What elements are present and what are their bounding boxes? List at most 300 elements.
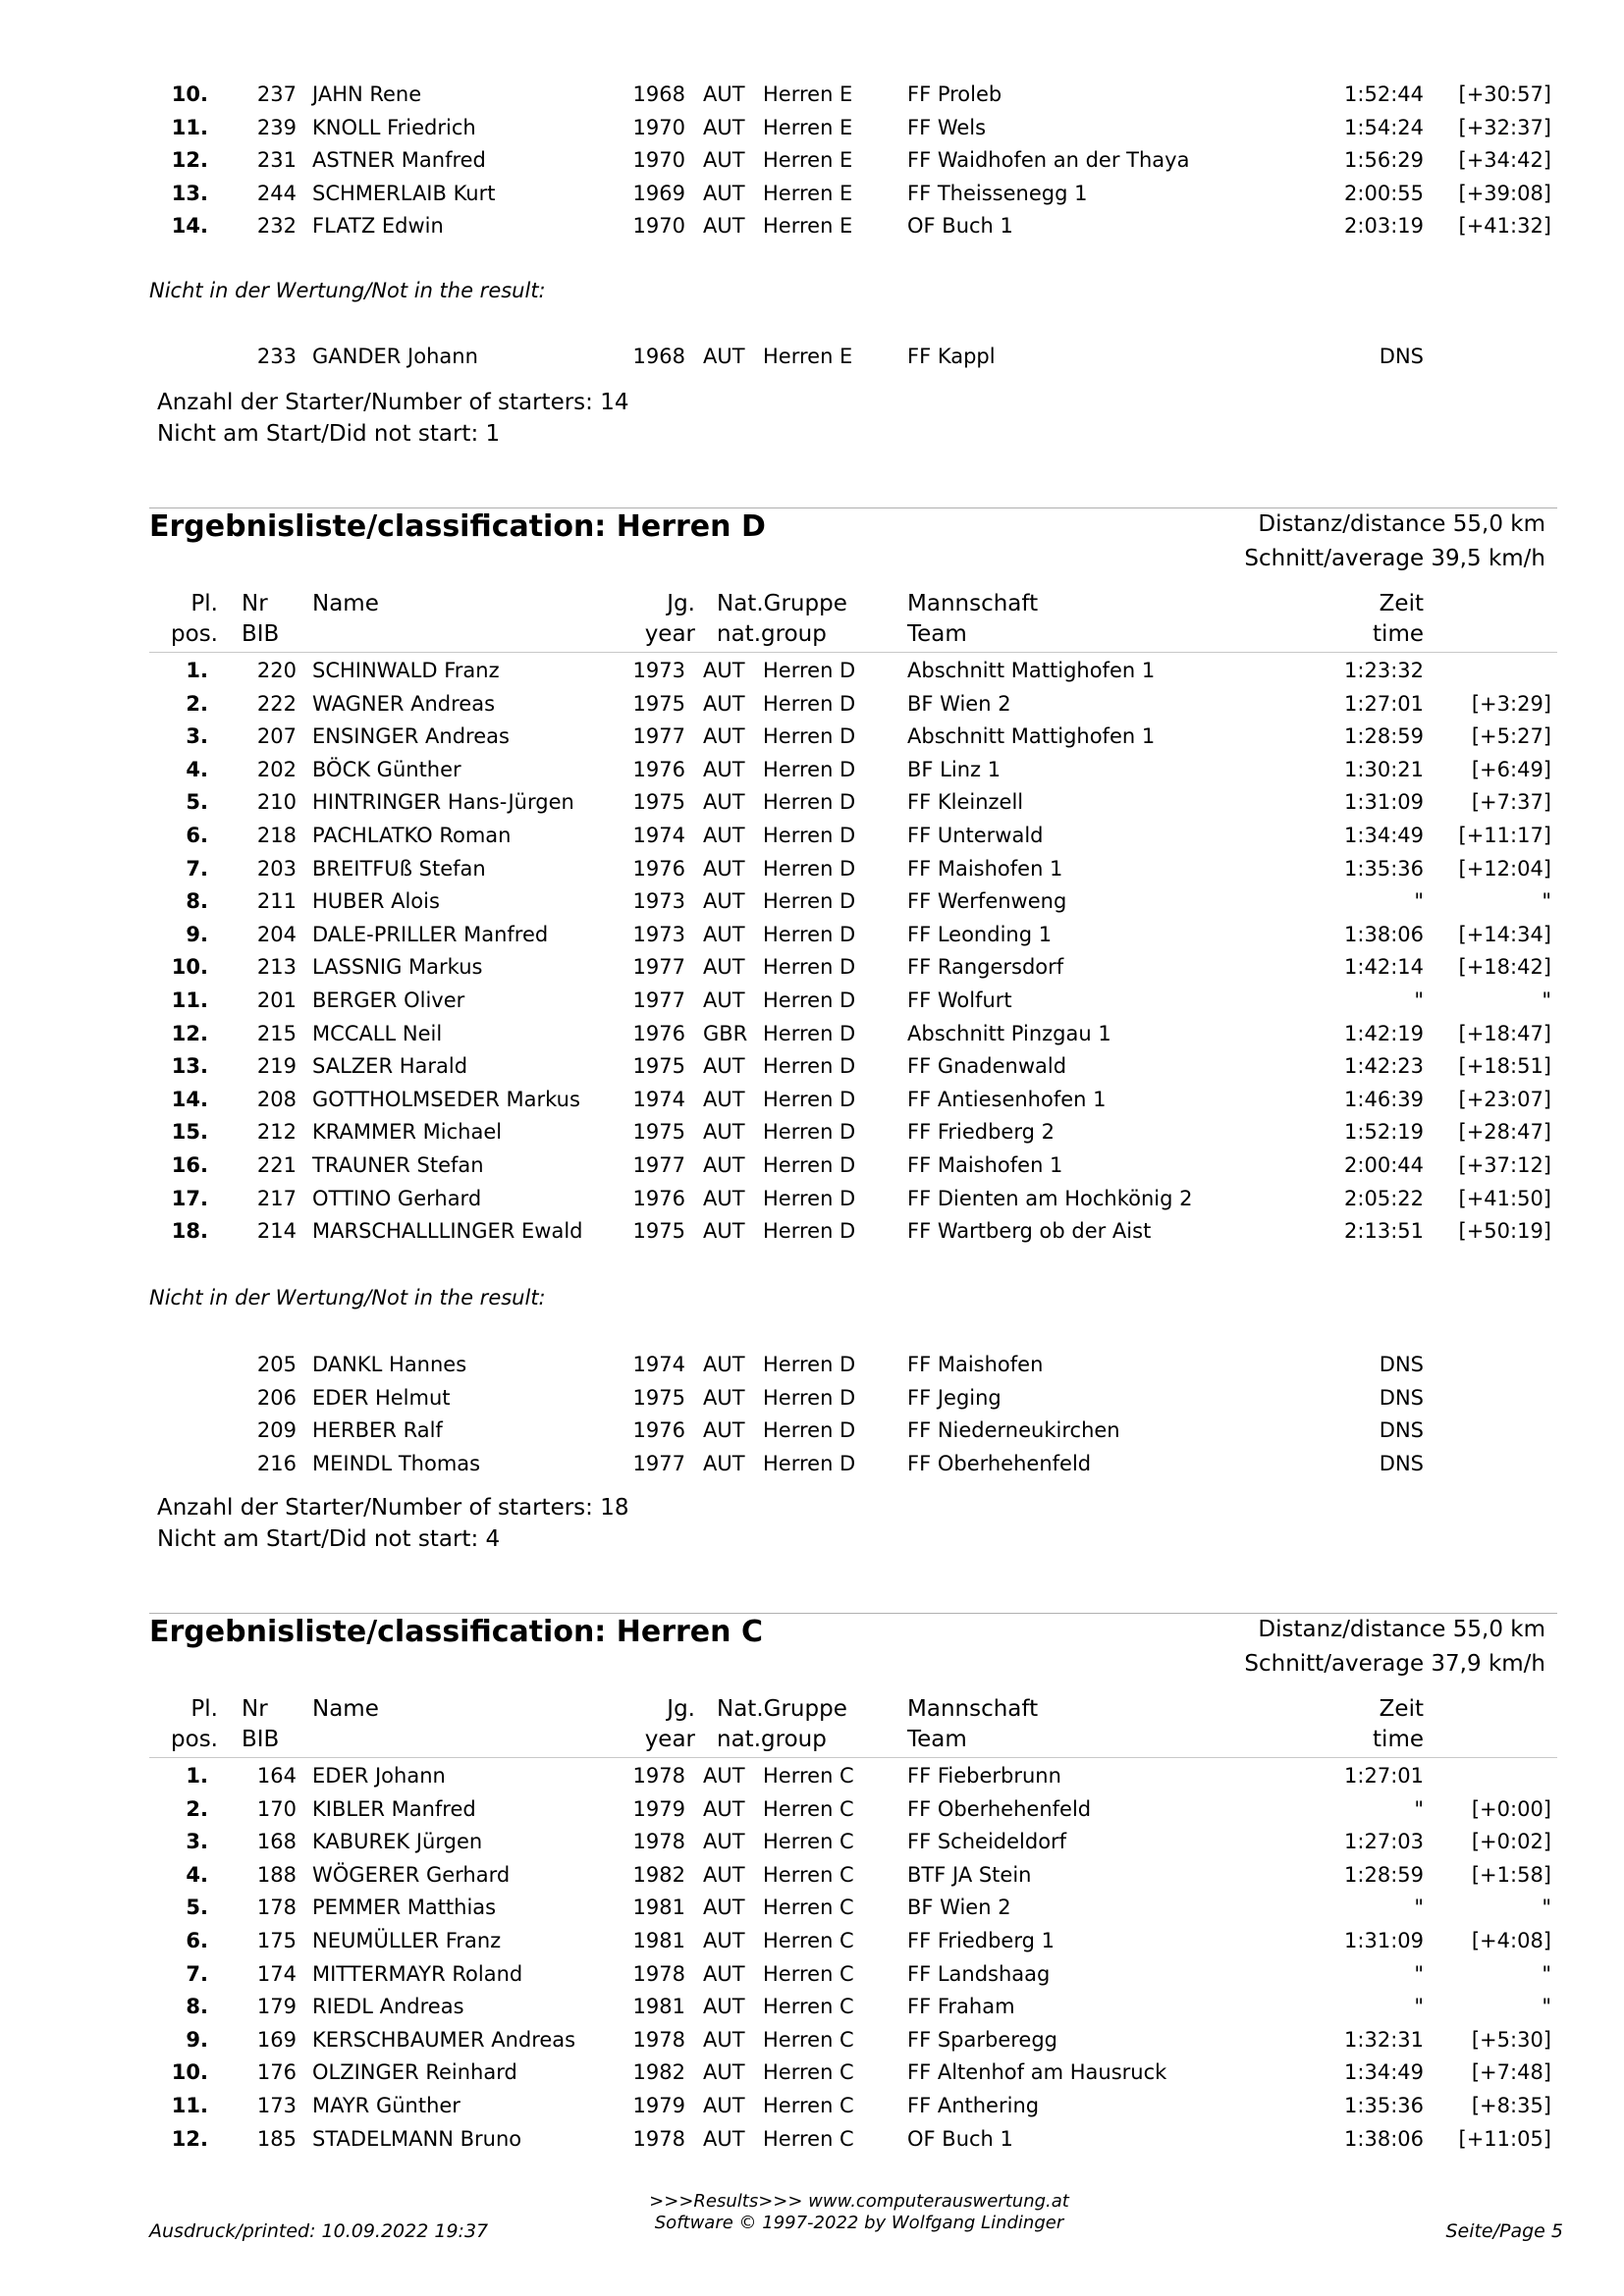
cell-nr: 239 [256, 115, 297, 139]
cell-group: Herren D [763, 955, 856, 980]
table-row [0, 1991, 1624, 2023]
cell-time: 1:46:39 [1344, 1087, 1424, 1111]
header-year: year [644, 1727, 695, 1752]
cell-group: Herren D [763, 1451, 856, 1475]
page-number: Seite/Page 5 [1445, 2220, 1563, 2242]
cell-diff: [+0:02] [1471, 1830, 1551, 1854]
cell-nr: 212 [256, 1120, 297, 1145]
cell-pl: 1. [186, 1764, 208, 1788]
cell-team: FF Kappl [907, 345, 996, 368]
cell-group: Herren C [763, 2060, 854, 2085]
cell-pl: 5. [186, 790, 208, 815]
cell-diff: [+5:27] [1471, 724, 1551, 749]
cell-team: Abschnitt Mattighofen 1 [907, 724, 1156, 749]
cell-team: FF Anthering [907, 2094, 1040, 2117]
cell-nr: 231 [256, 148, 297, 173]
section-title-herren-c: Ergebnisliste/classification: Herren C [149, 1615, 763, 1649]
section-distance-herren-d [1244, 507, 1545, 576]
table-row [0, 1448, 1624, 1480]
cell-pl: 14. [171, 214, 208, 239]
cell-team: FF Sparberegg [907, 2027, 1057, 2052]
cell-team: FF Altenhof am Hausruck [907, 2060, 1167, 2085]
cell-time: 1:28:59 [1344, 1862, 1424, 1887]
cell-diff: [+8:35] [1471, 2094, 1551, 2117]
cell-diff: [+3:29] [1471, 691, 1551, 716]
cell-name: OTTINO Gerhard [312, 1186, 482, 1210]
cell-group: Herren C [763, 1796, 854, 1821]
cell-nr: 219 [256, 1054, 297, 1079]
table-row [0, 853, 1624, 885]
header-pos: pos. [171, 1727, 218, 1752]
cell-team: FF Friedberg 2 [907, 1120, 1055, 1145]
cell-name: ENSINGER Andreas [312, 724, 510, 749]
cell-pl: 17. [171, 1186, 208, 1210]
cell-name: MCCALL Neil [312, 1021, 443, 1045]
cell-team: Abschnitt Pinzgau 1 [907, 1021, 1111, 1045]
cell-name: KERSCHBAUMER Andreas [312, 2027, 576, 2052]
cell-group: Herren C [763, 1995, 854, 2019]
cell-nr: 209 [256, 1418, 297, 1443]
table-row [0, 1793, 1624, 1826]
cell-name: STADELMANN Bruno [312, 2126, 522, 2151]
cell-nat: AUT [703, 790, 745, 815]
herren-e-summary [157, 387, 628, 450]
header-bib: BIB [242, 621, 280, 647]
cell-team: FF Waidhofen an der Thaya [907, 148, 1190, 173]
cell-year: 1981 [632, 1896, 685, 1920]
cell-pl: 15. [171, 1120, 208, 1145]
cell-name: PEMMER Matthias [312, 1896, 497, 1920]
cell-name: SCHMERLAIB Kurt [312, 181, 496, 205]
cell-name: DALE-PRILLER Manfred [312, 922, 549, 946]
cell-time: 2:00:44 [1344, 1153, 1424, 1177]
cell-name: BÖCK Günther [312, 757, 461, 781]
header-nat: Nat.Gruppe [717, 591, 847, 616]
cell-nat: AUT [703, 1153, 745, 1177]
cell-diff: [+41:50] [1458, 1186, 1551, 1210]
cell-nat: AUT [703, 1961, 745, 1986]
cell-time: 1:34:49 [1344, 2060, 1424, 2085]
cell-year: 1976 [632, 1021, 685, 1045]
cell-year: 1977 [632, 988, 685, 1012]
cell-team: FF Oberhehenfeld [907, 1451, 1092, 1475]
cell-time: 1:56:29 [1344, 148, 1424, 173]
cell-nat: AUT [703, 1764, 745, 1788]
cell-pl: 12. [171, 148, 208, 173]
table-row [0, 1050, 1624, 1083]
cell-team: FF Scheideldorf [907, 1830, 1067, 1854]
cell-name: HERBER Ralf [312, 1418, 443, 1443]
cell-time: 1:27:01 [1344, 691, 1424, 716]
cell-diff: [+23:07] [1458, 1087, 1551, 1111]
software-credits [589, 2191, 1129, 2234]
cell-nr: 216 [256, 1451, 297, 1475]
cell-nr: 202 [256, 757, 297, 781]
cell-group: Herren D [763, 1153, 856, 1177]
cell-nr: 174 [256, 1961, 297, 1986]
cell-group: Herren C [763, 2027, 854, 2052]
cell-diff: [+0:00] [1471, 1796, 1551, 1821]
cell-nr: 211 [256, 889, 297, 914]
cell-nat: AUT [703, 1995, 745, 2019]
cell-diff: [+6:49] [1471, 757, 1551, 781]
cell-team: BF Wien 2 [907, 691, 1011, 716]
cell-nr: 237 [256, 82, 297, 106]
cell-diff: [+14:34] [1458, 922, 1551, 946]
cell-diff: [+12:04] [1458, 856, 1551, 881]
cell-year: 1975 [632, 1385, 685, 1410]
header-time: time [1373, 1727, 1424, 1752]
cell-nr: 201 [256, 988, 297, 1012]
cell-nat: GBR [703, 1021, 748, 1045]
results-link[interactable]: >>>Results>>> www.computerauswertung.at [649, 2191, 1069, 2212]
cell-nr: 221 [256, 1153, 297, 1177]
cell-nr: 206 [256, 1385, 297, 1410]
table-row [0, 1958, 1624, 1991]
average-label: Schnitt/average 37,9 km/h [1244, 1651, 1545, 1677]
table-row [0, 79, 1624, 111]
cell-year: 1973 [632, 922, 685, 946]
cell-name: SALZER Harald [312, 1054, 468, 1079]
cell-pl: 14. [171, 1087, 208, 1111]
table-row [0, 1349, 1624, 1381]
cell-pl: 9. [186, 922, 208, 946]
cell-year: 1975 [632, 1219, 685, 1244]
cell-nat: AUT [703, 691, 745, 716]
cell-nat: AUT [703, 1385, 745, 1410]
cell-team: FF Werfenweng [907, 889, 1067, 914]
cell-year: 1968 [632, 345, 685, 368]
cell-time: 1:30:21 [1344, 757, 1424, 781]
cell-nat: AUT [703, 1087, 745, 1111]
cell-pl: 12. [171, 1021, 208, 1045]
cell-name: OLZINGER Reinhard [312, 2060, 517, 2085]
cell-pl: 4. [186, 1862, 208, 1887]
cell-year: 1975 [632, 1054, 685, 1079]
table-row [0, 1892, 1624, 1924]
cell-group: Herren D [763, 988, 856, 1012]
cell-nr: 210 [256, 790, 297, 815]
header-jg: Jg. [667, 1696, 695, 1722]
cell-pl: 10. [171, 2060, 208, 2085]
cell-diff: [+4:08] [1471, 1929, 1551, 1952]
cell-time: 1:42:14 [1344, 955, 1424, 980]
cell-pl: 3. [186, 724, 208, 749]
table-row [0, 1415, 1624, 1447]
cell-nr: 188 [256, 1862, 297, 1887]
cell-pl: 6. [186, 1929, 208, 1952]
cell-pl: 4. [186, 757, 208, 781]
cell-name: GANDER Johann [312, 345, 478, 368]
table-row [0, 688, 1624, 721]
header-nat-group: nat.group [717, 1727, 827, 1752]
cell-name: SCHINWALD Franz [312, 659, 500, 682]
cell-year: 1969 [632, 181, 685, 205]
cell-team: FF Maishofen 1 [907, 1153, 1063, 1177]
cell-name: WÖGERER Gerhard [312, 1862, 511, 1887]
cell-time: 1:31:09 [1344, 1929, 1424, 1952]
table-row [0, 112, 1624, 144]
software-copyright: Software © 1997-2022 by Wolfgang Lindinger [654, 2213, 1064, 2233]
cell-team: FF Fieberbrunn [907, 1764, 1061, 1788]
cell-pl: 1. [186, 659, 208, 682]
herren-d-summary [157, 1492, 628, 1555]
cell-time: 1:52:44 [1344, 82, 1424, 106]
cell-nr: 178 [256, 1896, 297, 1920]
cell-nat: AUT [703, 856, 745, 881]
cell-time: " [1414, 889, 1424, 914]
cell-name: NEUMÜLLER Franz [312, 1929, 502, 1952]
cell-nr: 217 [256, 1186, 297, 1210]
cell-time: DNS [1379, 1385, 1424, 1410]
header-name: Name [312, 1696, 379, 1722]
not-in-result-note-d: Nicht in der Wertung/Not in the result: [149, 1286, 546, 1309]
header-mannschaft: Mannschaft [907, 1696, 1039, 1722]
cell-nat: AUT [703, 889, 745, 914]
cell-time: 1:35:36 [1344, 2094, 1424, 2117]
cell-name: KABUREK Jürgen [312, 1830, 483, 1854]
cell-time: 1:27:03 [1344, 1830, 1424, 1854]
table-row [0, 341, 1624, 373]
cell-year: 1968 [632, 82, 685, 106]
header-pos: pos. [171, 621, 218, 647]
cell-nr: 175 [256, 1929, 297, 1952]
table-row [0, 786, 1624, 819]
cell-nr: 214 [256, 1219, 297, 1244]
section-title-herren-d: Ergebnisliste/classification: Herren D [149, 509, 766, 544]
cell-group: Herren D [763, 824, 856, 847]
cell-group: Herren C [763, 1896, 854, 1920]
cell-team: FF Kleinzell [907, 790, 1024, 815]
cell-diff: [+5:30] [1471, 2027, 1551, 2052]
cell-group: Herren C [763, 1929, 854, 1952]
cell-time: 2:05:22 [1344, 1186, 1424, 1210]
cell-group: Herren E [763, 345, 853, 368]
cell-nat: AUT [703, 988, 745, 1012]
cell-diff: [+18:51] [1458, 1054, 1551, 1079]
cell-time: 2:03:19 [1344, 214, 1424, 239]
cell-diff: [+41:32] [1458, 214, 1551, 239]
cell-team: FF Dienten am Hochkönig 2 [907, 1186, 1193, 1210]
table-row [0, 1859, 1624, 1892]
cell-year: 1977 [632, 1153, 685, 1177]
cell-nr: 169 [256, 2027, 297, 2052]
printed-date: Ausdruck/printed: 10.09.2022 19:37 [149, 2220, 489, 2242]
cell-nat: AUT [703, 2027, 745, 2052]
cell-group: Herren C [763, 2126, 854, 2151]
table-row [0, 820, 1624, 852]
cell-pl: 12. [171, 2126, 208, 2151]
table-row [0, 144, 1624, 177]
cell-pl: 11. [171, 115, 208, 139]
cell-name: HUBER Alois [312, 889, 440, 914]
cell-diff: [+37:12] [1458, 1153, 1551, 1177]
cell-name: MAYR Günther [312, 2094, 460, 2117]
cell-year: 1981 [632, 1995, 685, 2019]
cell-nr: 168 [256, 1830, 297, 1854]
cell-diff: [+50:19] [1458, 1219, 1551, 1244]
cell-team: OF Buch 1 [907, 2126, 1013, 2151]
cell-group: Herren C [763, 1764, 854, 1788]
cell-group: Herren D [763, 790, 856, 815]
cell-name: RIEDL Andreas [312, 1995, 464, 2019]
cell-time: " [1414, 988, 1424, 1012]
table-row [0, 919, 1624, 951]
cell-year: 1976 [632, 1418, 685, 1443]
cell-diff: " [1542, 1896, 1551, 1920]
cell-nr: 164 [256, 1764, 297, 1788]
header-bib: BIB [242, 1727, 280, 1752]
cell-team: FF Landshaag [907, 1961, 1051, 1986]
cell-year: 1976 [632, 757, 685, 781]
cell-name: GOTTHOLMSEDER Markus [312, 1087, 580, 1111]
cell-pl: 5. [186, 1896, 208, 1920]
cell-nr: 179 [256, 1995, 297, 2019]
table-row [0, 210, 1624, 242]
cell-diff: " [1542, 1961, 1551, 1986]
cell-group: Herren E [763, 148, 853, 173]
cell-diff: [+30:57] [1458, 82, 1551, 106]
cell-nat: AUT [703, 1896, 745, 1920]
cell-year: 1975 [632, 790, 685, 815]
cell-year: 1978 [632, 2027, 685, 2052]
cell-year: 1978 [632, 1830, 685, 1854]
cell-name: ASTNER Manfred [312, 148, 486, 173]
table-row [0, 1215, 1624, 1248]
cell-time: " [1414, 1796, 1424, 1821]
cell-name: HINTRINGER Hans-Jürgen [312, 790, 574, 815]
cell-time: DNS [1379, 1353, 1424, 1376]
cell-team: FF Jeging [907, 1385, 1001, 1410]
cell-nat: AUT [703, 659, 745, 682]
cell-diff: [+7:37] [1471, 790, 1551, 815]
table-row [0, 2056, 1624, 2089]
cell-time: 2:13:51 [1344, 1219, 1424, 1244]
cell-name: KRAMMER Michael [312, 1120, 503, 1145]
cell-team: FF Leonding 1 [907, 922, 1053, 946]
table-row [0, 655, 1624, 687]
table-row [0, 754, 1624, 786]
header-year: year [644, 621, 695, 647]
cell-nat: AUT [703, 1219, 745, 1244]
header-jg: Jg. [667, 591, 695, 616]
cell-pl: 2. [186, 691, 208, 716]
cell-time: " [1414, 1961, 1424, 1986]
cell-nr: 185 [256, 2126, 297, 2151]
cell-nr: 176 [256, 2060, 297, 2085]
table-row [0, 178, 1624, 210]
not-started-count: Nicht am Start/Did not start: 4 [157, 1526, 501, 1552]
cell-pl: 16. [171, 1153, 208, 1177]
distance-label: Distanz/distance 55,0 km [1258, 511, 1545, 537]
cell-pl: 13. [171, 181, 208, 205]
cell-time: 1:54:24 [1344, 115, 1424, 139]
table-row [0, 2024, 1624, 2056]
cell-nr: 232 [256, 214, 297, 239]
cell-group: Herren E [763, 214, 853, 239]
cell-nat: AUT [703, 1862, 745, 1887]
cell-diff: [+18:47] [1458, 1021, 1551, 1045]
cell-nat: AUT [703, 115, 745, 139]
cell-year: 1979 [632, 1796, 685, 1821]
cell-name: KNOLL Friedrich [312, 115, 476, 139]
cell-time: 1:34:49 [1344, 824, 1424, 847]
cell-nat: AUT [703, 148, 745, 173]
cell-pl: 6. [186, 824, 208, 847]
cell-group: Herren E [763, 82, 853, 106]
header-team: Team [907, 621, 967, 647]
cell-diff: [+39:08] [1458, 181, 1551, 205]
cell-name: EDER Helmut [312, 1385, 451, 1410]
average-label: Schnitt/average 39,5 km/h [1244, 546, 1545, 571]
cell-time: 1:23:32 [1344, 659, 1424, 682]
cell-diff: [+11:17] [1458, 824, 1551, 847]
cell-name: JAHN Rene [312, 82, 422, 106]
cell-group: Herren D [763, 1385, 856, 1410]
cell-time: 1:38:06 [1344, 2126, 1424, 2151]
header-mannschaft: Mannschaft [907, 591, 1039, 616]
cell-group: Herren E [763, 181, 853, 205]
cell-team: FF Theissenegg 1 [907, 181, 1088, 205]
cell-team: FF Gnadenwald [907, 1054, 1067, 1079]
cell-group: Herren D [763, 1120, 856, 1145]
cell-year: 1970 [632, 148, 685, 173]
table-row [0, 1382, 1624, 1415]
cell-nr: 205 [256, 1353, 297, 1376]
cell-time: 1:42:19 [1344, 1021, 1424, 1045]
cell-diff: [+34:42] [1458, 148, 1551, 173]
cell-nat: AUT [703, 1353, 745, 1376]
cell-pl: 2. [186, 1796, 208, 1821]
cell-nat: AUT [703, 1796, 745, 1821]
cell-nat: AUT [703, 1186, 745, 1210]
table-row [0, 1018, 1624, 1050]
cell-year: 1977 [632, 1451, 685, 1475]
cell-time: 1:38:06 [1344, 922, 1424, 946]
cell-diff: [+28:47] [1458, 1120, 1551, 1145]
cell-year: 1974 [632, 824, 685, 847]
cell-year: 1982 [632, 1862, 685, 1887]
cell-pl: 7. [186, 1961, 208, 1986]
cell-group: Herren D [763, 1054, 856, 1079]
cell-nr: 215 [256, 1021, 297, 1045]
cell-year: 1976 [632, 1186, 685, 1210]
header-nat: Nat.Gruppe [717, 1696, 847, 1722]
cell-group: Herren D [763, 757, 856, 781]
cell-group: Herren C [763, 1862, 854, 1887]
cell-pl: 7. [186, 856, 208, 881]
header-pl: Pl. [190, 1696, 218, 1722]
cell-team: OF Buch 1 [907, 214, 1013, 239]
cell-time: DNS [1379, 1451, 1424, 1475]
cell-group: Herren D [763, 691, 856, 716]
cell-name: WAGNER Andreas [312, 691, 496, 716]
cell-nat: AUT [703, 82, 745, 106]
cell-name: BERGER Oliver [312, 988, 465, 1012]
cell-diff: [+7:48] [1471, 2060, 1551, 2085]
cell-nat: AUT [703, 955, 745, 980]
cell-group: Herren D [763, 1087, 856, 1111]
starters-count: Anzahl der Starter/Number of starters: 14 [157, 390, 629, 415]
cell-year: 1973 [632, 889, 685, 914]
cell-time: 1:28:59 [1344, 724, 1424, 749]
header-name: Name [312, 591, 379, 616]
table-row [0, 2090, 1624, 2122]
cell-group: Herren C [763, 1830, 854, 1854]
cell-diff: [+32:37] [1458, 115, 1551, 139]
cell-name: EDER Johann [312, 1764, 446, 1788]
cell-group: Herren D [763, 1219, 856, 1244]
